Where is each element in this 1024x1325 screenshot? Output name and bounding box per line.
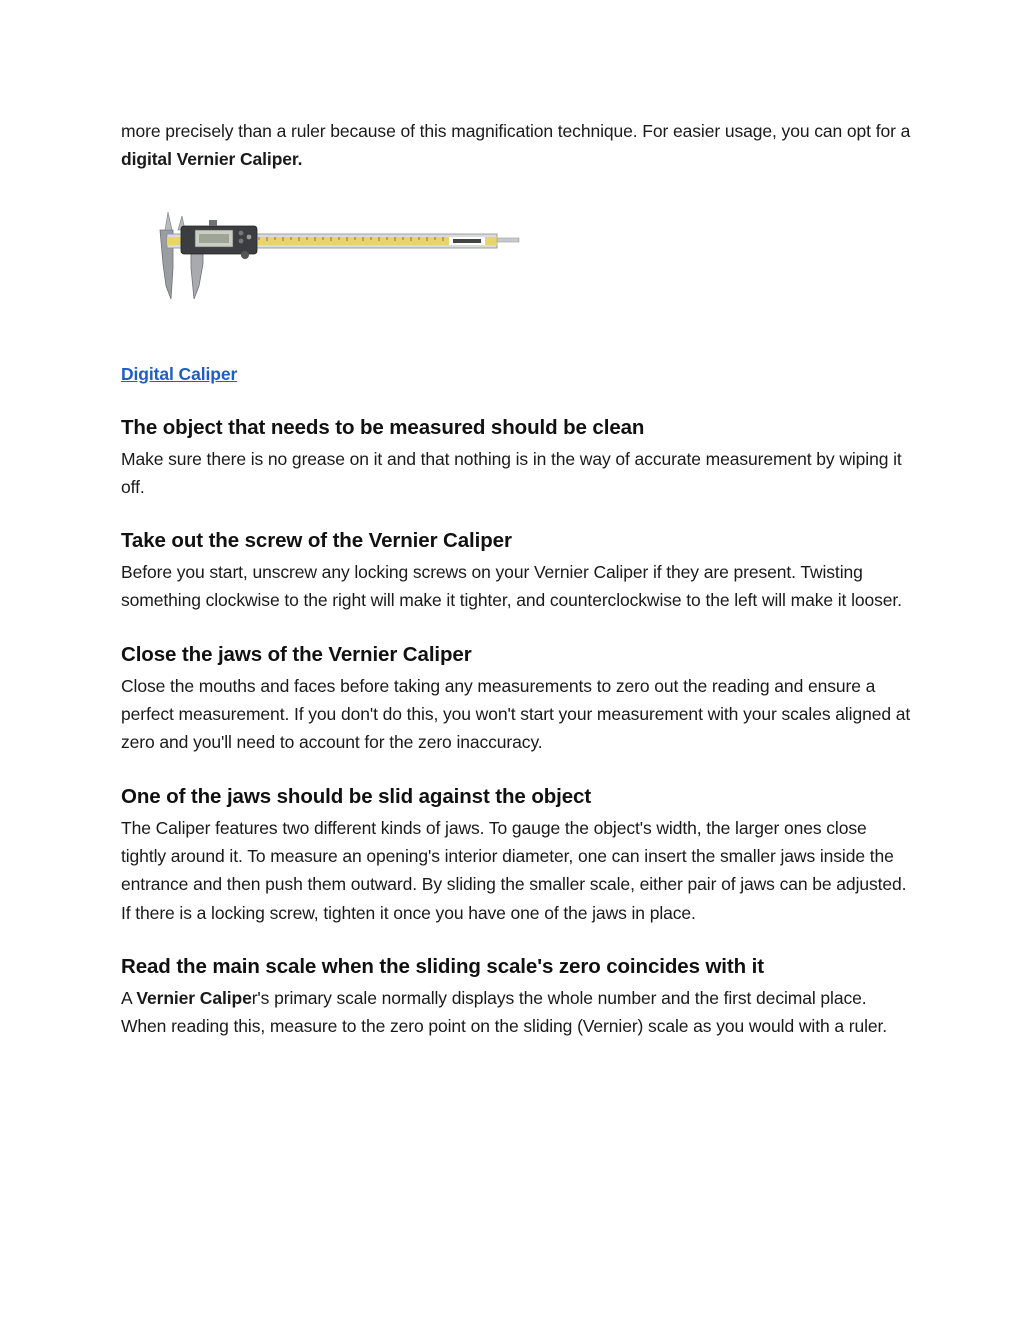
- section-body: [121, 984, 911, 1041]
- figure-caption: [121, 360, 911, 388]
- intro-bold-term: digital Vernier Caliper.: [121, 149, 303, 170]
- intro-text: more precisely than a ruler because of this magnification technique. For easier usage, you can opt for a: [121, 121, 911, 141]
- section-read-main-scale: [121, 952, 911, 1041]
- body-rest: r's primary scale normally displays the whole number and the first decimal place. When reading this, measure to the zero point on the sliding (Vernier) scale as you would with a ruler.: [121, 987, 888, 1037]
- section-clean-object: [121, 413, 911, 502]
- digital-caliper-link[interactable]: Digital Caliper: [121, 363, 238, 384]
- section-heading: One of the jaws should be slid against the object: [121, 784, 592, 808]
- section-slide-jaws: [121, 782, 911, 927]
- section-close-jaws: [121, 640, 911, 757]
- document-page: [121, 117, 911, 1040]
- section-body: Before you start, unscrew any locking screws on your Vernier Caliper if they are present. Twisting something clockwise to the right will make it tighter, and counterclockwise to the left will make it looser.: [121, 562, 902, 611]
- section-heading: Read the main scale when the sliding scale's zero coincides with it: [121, 954, 764, 978]
- digital-caliper-image: [151, 204, 521, 336]
- digital-caliper-icon: [151, 204, 521, 336]
- section-body: Make sure there is no grease on it and that nothing is in the way of accurate measurement by wiping it off.: [121, 448, 902, 497]
- section-body: Close the mouths and faces before taking any measurements to zero out the reading and ensure a perfect measurement. If you don't do this, you won't start your measurement with your scales aligned at zero and you'll need to account for the zero inaccuracy.: [121, 675, 911, 753]
- section-body: The Caliper features two different kinds of jaws. To gauge the object's width, the larger ones close tightly around it. To measure an opening's interior diameter, one can insert the smaller jaws inside the entrance and then push them outward. By sliding the smaller scale, either pair of jaws can be adjusted. If there is a locking screw, tighten it once you have one of the jaws in place.: [121, 817, 907, 923]
- section-heading: Close the jaws of the Vernier Caliper: [121, 642, 472, 666]
- intro-paragraph: [121, 117, 911, 174]
- section-remove-screw: [121, 526, 911, 615]
- body-bold-term: Vernier Calipe: [136, 987, 252, 1008]
- section-heading: The object that needs to be measured should be clean: [121, 415, 645, 439]
- section-heading: Take out the screw of the Vernier Caliper: [121, 529, 512, 553]
- body-prefix: A: [121, 987, 137, 1008]
